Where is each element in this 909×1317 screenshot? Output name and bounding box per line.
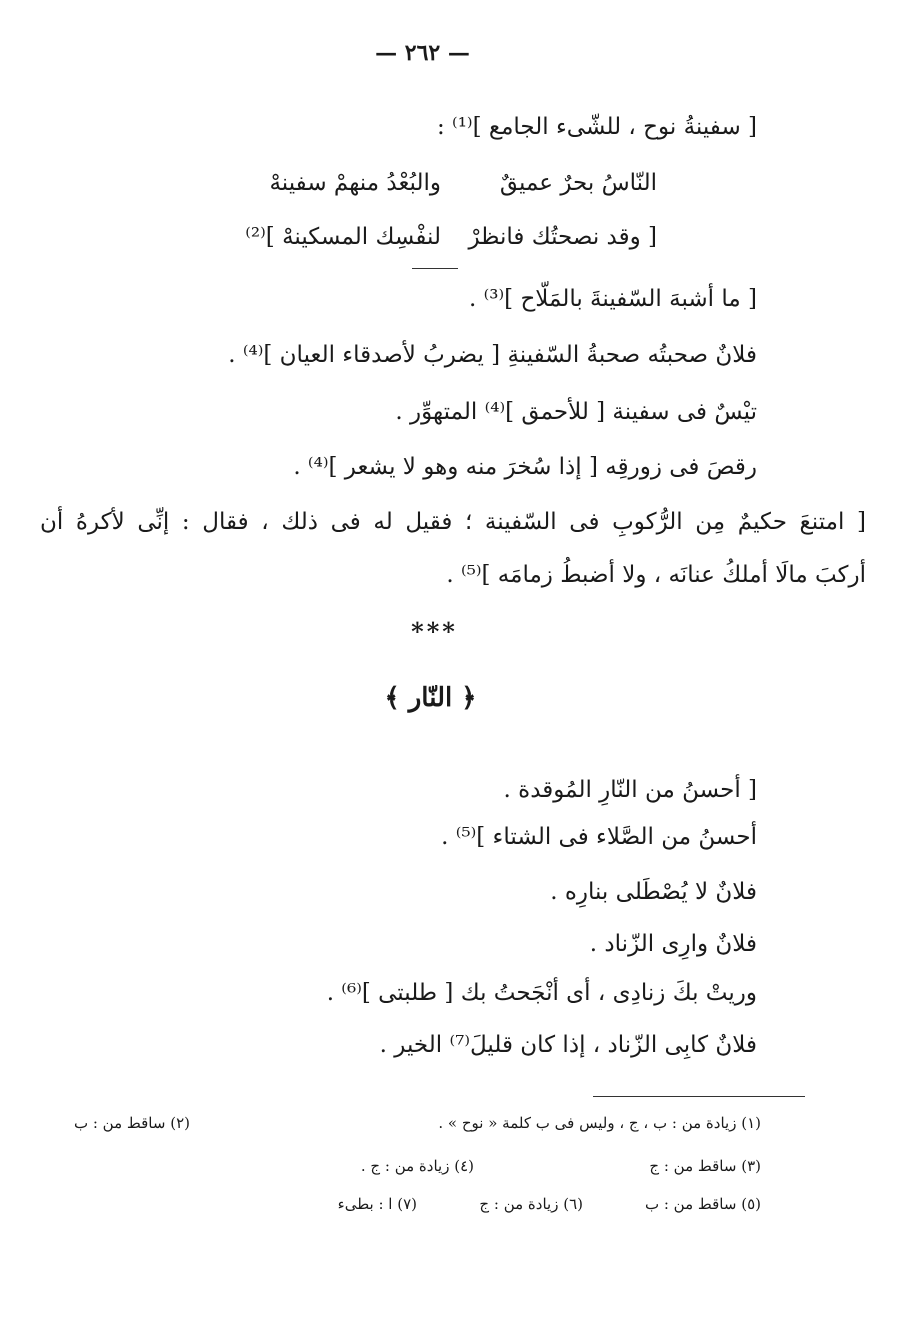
footnote-4: (٤) زيادة من : ج . bbox=[360, 1157, 474, 1175]
page-number: — ٢٦٢ — bbox=[375, 40, 470, 66]
footnote-6: (٦) زيادة من : ج bbox=[479, 1195, 583, 1213]
heading-line: [ سفينةُ نوح ، للشّىء الجامع ]⁽¹⁾ : bbox=[436, 114, 757, 140]
verse-line-2-hemistich-1: [ وقد نصحتُك فانظرْ bbox=[468, 224, 657, 250]
section-separator: *** bbox=[411, 617, 458, 646]
footnote-1: (١) زيادة من : ب ، ج ، وليس فى ب كلمة « نوح » . bbox=[438, 1114, 761, 1132]
fire-line: فلانٌ لا يُصْطَلى بنارِه . bbox=[550, 879, 757, 905]
footnote-2: (٢) ساقط من : ب bbox=[73, 1114, 190, 1132]
fire-line: فلانٌ كابِى الزّناد ، إذا كان قليلَ⁽⁷⁾ الخير . bbox=[379, 1032, 757, 1058]
fire-line: فلانٌ وارِى الزّناد . bbox=[589, 931, 757, 957]
footnote-3: (٣) ساقط من : ج bbox=[649, 1157, 761, 1175]
section-title: ﴿ النّار ﴾ bbox=[384, 683, 477, 713]
fire-line: أحسنُ من الصَّلاء فى الشتاء ]⁽⁵⁾ . bbox=[441, 824, 757, 850]
verse-line-1-hemistich-1: النّاسُ بحرٌ عميقٌ bbox=[499, 170, 657, 196]
proverb-line: رقصَ فى زورقِه [ إذا سُخرَ منه وهو لا يشعر ]⁽⁴⁾ . bbox=[293, 454, 757, 480]
proverb-line: فلانٌ صحبتُه صحبةُ السّفينةِ [ يضربُ لأصدقاء العيان ]⁽⁴⁾ . bbox=[228, 342, 757, 368]
footnote-5: (٥) ساقط من : ب bbox=[644, 1195, 761, 1213]
verse-line-2-hemistich-2: لنفْسِك المسكينهْ ]⁽²⁾ bbox=[245, 224, 441, 250]
fire-line: وريتْ بكَ زنادِى ، أى أنْجَحتُ بك [ طلبتى ]⁽⁶⁾ . bbox=[326, 980, 757, 1006]
paragraph-line-1: [ امتنعَ حكيمٌ مِن الرُّكوبِ فى السّفينة ؛ فقيل له فى ذلك ، فقال : إنِّى لأكرهُ أن bbox=[40, 509, 866, 535]
paragraph-line-2: أركبَ مالَا أملكُ عنانَه ، ولا أضبطُ زمامَه ]⁽⁵⁾ . bbox=[446, 562, 866, 588]
proverb-line: [ ما أشبهَ السّفينةَ بالمَلّاح ]⁽³⁾ . bbox=[469, 286, 757, 312]
verse-end-rule bbox=[412, 268, 458, 269]
footnote-7: (٧) ا : بطىء bbox=[337, 1195, 417, 1213]
fire-line: [ أحسنُ من النّارِ المُوقدة . bbox=[503, 777, 757, 803]
footnote-rule bbox=[593, 1096, 805, 1097]
proverb-line: تيْسٌ فى سفينة [ للأحمق ]⁽⁴⁾ المتهوِّر . bbox=[395, 399, 757, 425]
verse-line-1-hemistich-2: والبُعْدُ منهمْ سفينهْ bbox=[269, 170, 441, 196]
